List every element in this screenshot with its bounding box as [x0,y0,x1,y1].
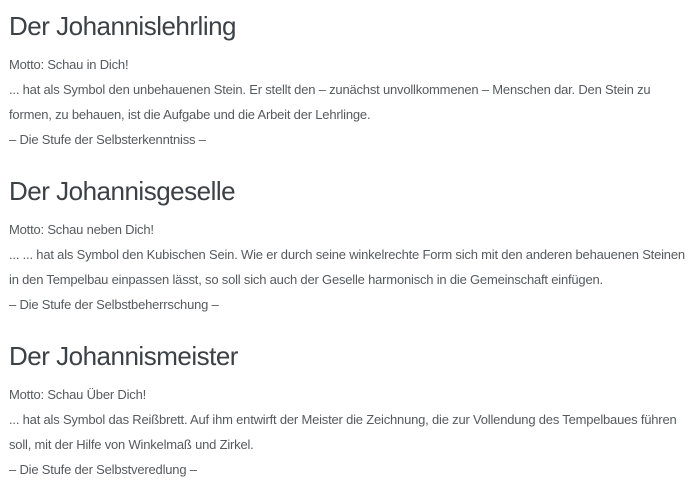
body-text: ... hat als Symbol den unbehauenen Stein. Er stellt den – zunächst unvollkommenen – Menschen dar. Den Stein zu formen, zu behauen, ist die Aufgabe und die Arbeit der Lehrlinge. [9,82,651,122]
section-title: Der Johannismeister [9,341,238,371]
section-title: Der Johannisgeselle [9,176,236,206]
body-text: ... hat als Symbol das Reißbrett. Auf ihm entwirft der Meister die Zeichnung, die zur Vollendung des Tempelbaues führen soll, mit der Hilfe von Winkelmaß und Zirkel. [9,412,677,452]
section-johannismeister [9,341,685,482]
stage-text: – Die Stufe der Selbstbeherrschung – [9,297,219,312]
motto-text: Motto: Schau Über Dich! [9,387,147,402]
stage-text: – Die Stufe der Selbstveredlung – [9,462,197,477]
stage-text: – Die Stufe der Selbsterkenntniss – [9,132,206,147]
motto-text: Motto: Schau in Dich! [9,57,129,72]
section-title: Der Johannislehrling [9,11,237,41]
body-text: ... ... hat als Symbol den Kubischen Sein. Wie er durch seine winkelrechte Form sich mit den anderen behauenen Steinen in den Tempelbau einpassen lässt, so soll sich auch der Geselle harmonisch in die Gemeinschaft einfügen. [9,247,685,287]
motto-text: Motto: Schau neben Dich! [9,222,154,237]
section-johannislehrling [9,11,685,152]
section-johannisgeselle [9,176,685,317]
